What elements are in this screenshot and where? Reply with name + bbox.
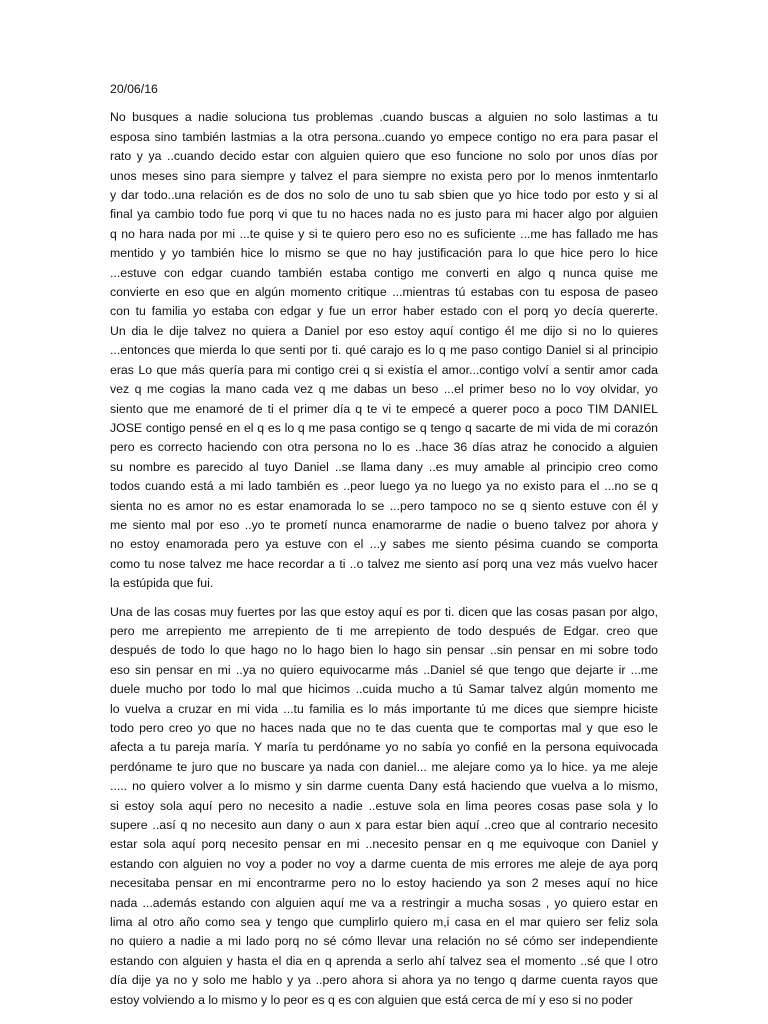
text-line: pero me arrepiento me arrepiento de ti me arrepiento de todo después de Edgar. creo que [110,623,658,638]
text-line: unos meses sino para siempre y talvez el para siempre no exista pero por lo menos inmtentarlo [110,168,658,183]
text-line: sienta no es amor no es estar enamorada lo se ...pero tampoco no se q siento estuve con él y [110,498,658,513]
text-line: todos cuando está a mi lado también es ..peor luego ya no luego ya no existo para el ...no se q [110,479,658,494]
text-line: eso sin pensar en mi ..ya no quiero equivocarme más ..Daniel sé que tengo que dejarte ir ...me [110,662,658,677]
text-line: después de todo lo que hago no lo hago bien lo hago sin pensar ..sin pensar en mi sobre todo [110,643,658,658]
text-line: ..... no quiero volver a lo mismo y sin darme cuenta Dany está haciendo que vuelva a lo mismo, [110,779,658,794]
text-line: lima al otro año como sea y tengo que cumplirlo quiero m,i casa en el mar quiero ser feliz sola [110,915,658,930]
text-line: con tu familia yo estaba con edgar y fue un error haber estado con el porq yo decía quererte. [110,304,658,319]
paragraph [110,108,658,593]
text-line: eras Lo que más quería para mi contigo crei q si existía el amor...contigo volví a sentir amor cada [110,362,658,377]
text-line: ...estuve con edgar cuando también estaba contigo me converti en algo q nunca quise me [110,265,658,280]
text-line: día dije ya no y solo me hablo y ya ..pero ahora si ahora ya no tengo q darme cuenta rayos que [110,973,658,988]
text-line: q no hara nada por mi ...te quise y si te quiero pero eso no es suficiente ...me has fallado me has [110,226,658,241]
text-line: su nombre es parecido al tuyo Daniel ..se llama dany ..es muy amable al principio creo como [110,459,658,474]
text-line: estando con alguien y hasta el dia en q aprenda a serlo ahí talvez sea el momento ..sé que l otro [110,953,658,968]
text-line: si estoy sola aquí pero no necesito a nadie ..estuve sola en lima peores cosas pase sola y lo [110,798,658,813]
text-line: afecta a tu pareja maría. Y maría tu perdóname yo no sabía yo confié en la persona equivocada [110,740,658,755]
document-date: 20/06/16 [110,82,158,96]
text-line: JOSE contigo pensé en el q es lo q me pasa contigo se q tengo q sacarte de mi vida de mi corazón [110,420,658,435]
text-line: Un dia le dije talvez no quiera a Daniel por eso estoy aquí contigo él me dijo si no lo quieres [110,323,658,338]
text-line: nada ...además estando con alguien aquí me va a restringir a mucha sosas , yo quiero estar en [110,895,658,910]
text-line: la estúpida que fui. [110,576,214,591]
document-body [110,108,658,1010]
text-line: esposa sino también lastmias a la otra persona..cuando yo empece contigo no era para pasar el [110,129,658,144]
text-line: final ya cambio todo fue porq vi que tu no haces nada no es justo para mi hacer algo por alguien [110,207,658,222]
text-line: mentido y yo también hice lo mismo se que no hay justificación para lo que hice pero lo hice [110,246,658,261]
text-line: me siento mal por eso ..yo te prometí nunca enamorarme de nadie o bueno talvez por ahora y [110,517,658,532]
text-line: siento que me enamoré de ti el primer día q te vi te empecé a querer poco a poco TIM DANIEL [110,401,658,416]
text-line: perdóname te juro que no buscare ya nada con daniel... me alejare como ya lo hice. ya me aleje [110,759,658,774]
text-line: rato y ya ..cuando decido estar con alguien quiero que eso funcione no solo por unos días por [110,149,658,164]
text-line: duele mucho por todo lo mal que hicimos ..cuida mucho a tú Samar talvez algún momento me [110,682,658,697]
text-line: estoy volviendo a lo mismo y lo peor es q es con alguien que está cerca de mí y eso si no poder [110,992,633,1007]
text-line: pero es correcto haciendo con otra persona no lo es ..hace 36 días atraz he conocido a alguien [110,440,658,455]
document-page [110,80,658,1019]
text-line: y dar todo..una relación es de dos no solo de uno tu sab sbien que yo hice todo por esto y si al [110,188,658,203]
paragraph [110,603,658,1011]
text-line: todo pero creo yo que no haces nada que no te das cuenta que te comportas mal y que eso le [110,721,658,735]
text-line: no estoy enamorada pero ya estuve con el ...y sabes me siento pésima cuando se comporta [110,537,658,552]
text-line: No busques a nadie soluciona tus problemas .cuando buscas a alguien no solo lastimas a tu [110,110,658,125]
text-line: supere ..así q no necesito aun dany o aun x para estar bien aquí ..creo que al contrario necesito [110,818,658,833]
text-line: estar sola aquí porq necesito pensar en mi ..necesito pensar en q me equivoque con Daniel y [110,837,658,852]
text-line: estando con alguien no voy a poder no voy a darme cuenta de mis errores me aleje de aya porq [110,856,658,871]
text-line: necesitaba pensar en mi encontrarme pero no lo estoy haciendo ya son 2 meses aquí no hice [110,876,658,891]
text-line: no quiero a nadie a mi lado porq no sé cómo llevar una relación no sé cómo ser independiente [110,934,658,949]
text-line: Una de las cosas muy fuertes por las que estoy aquí es por ti. dicen que las cosas pasan por algo, [110,604,658,619]
text-line: convierte en eso que en algún momento critique ...mientras tú estabas con tu esposa de paseo [110,285,658,300]
text-line: ...entonces que mierda lo que senti por ti. qué carajo es lo q me paso contigo Daniel si al principio [110,343,658,358]
text-line: lo vuelva a cruzar en mi vida ...tu familia es lo más importante tú me dices que siempre hiciste [110,701,658,716]
text-line: como tu nose talvez me hace recordar a ti ..o talvez me siento así porq una vez más vuelvo hacer [110,556,658,571]
text-line: vez q me cogias la mano cada vez q me dabas un beso ...el primer beso no lo voy olvidar, yo [110,382,658,397]
